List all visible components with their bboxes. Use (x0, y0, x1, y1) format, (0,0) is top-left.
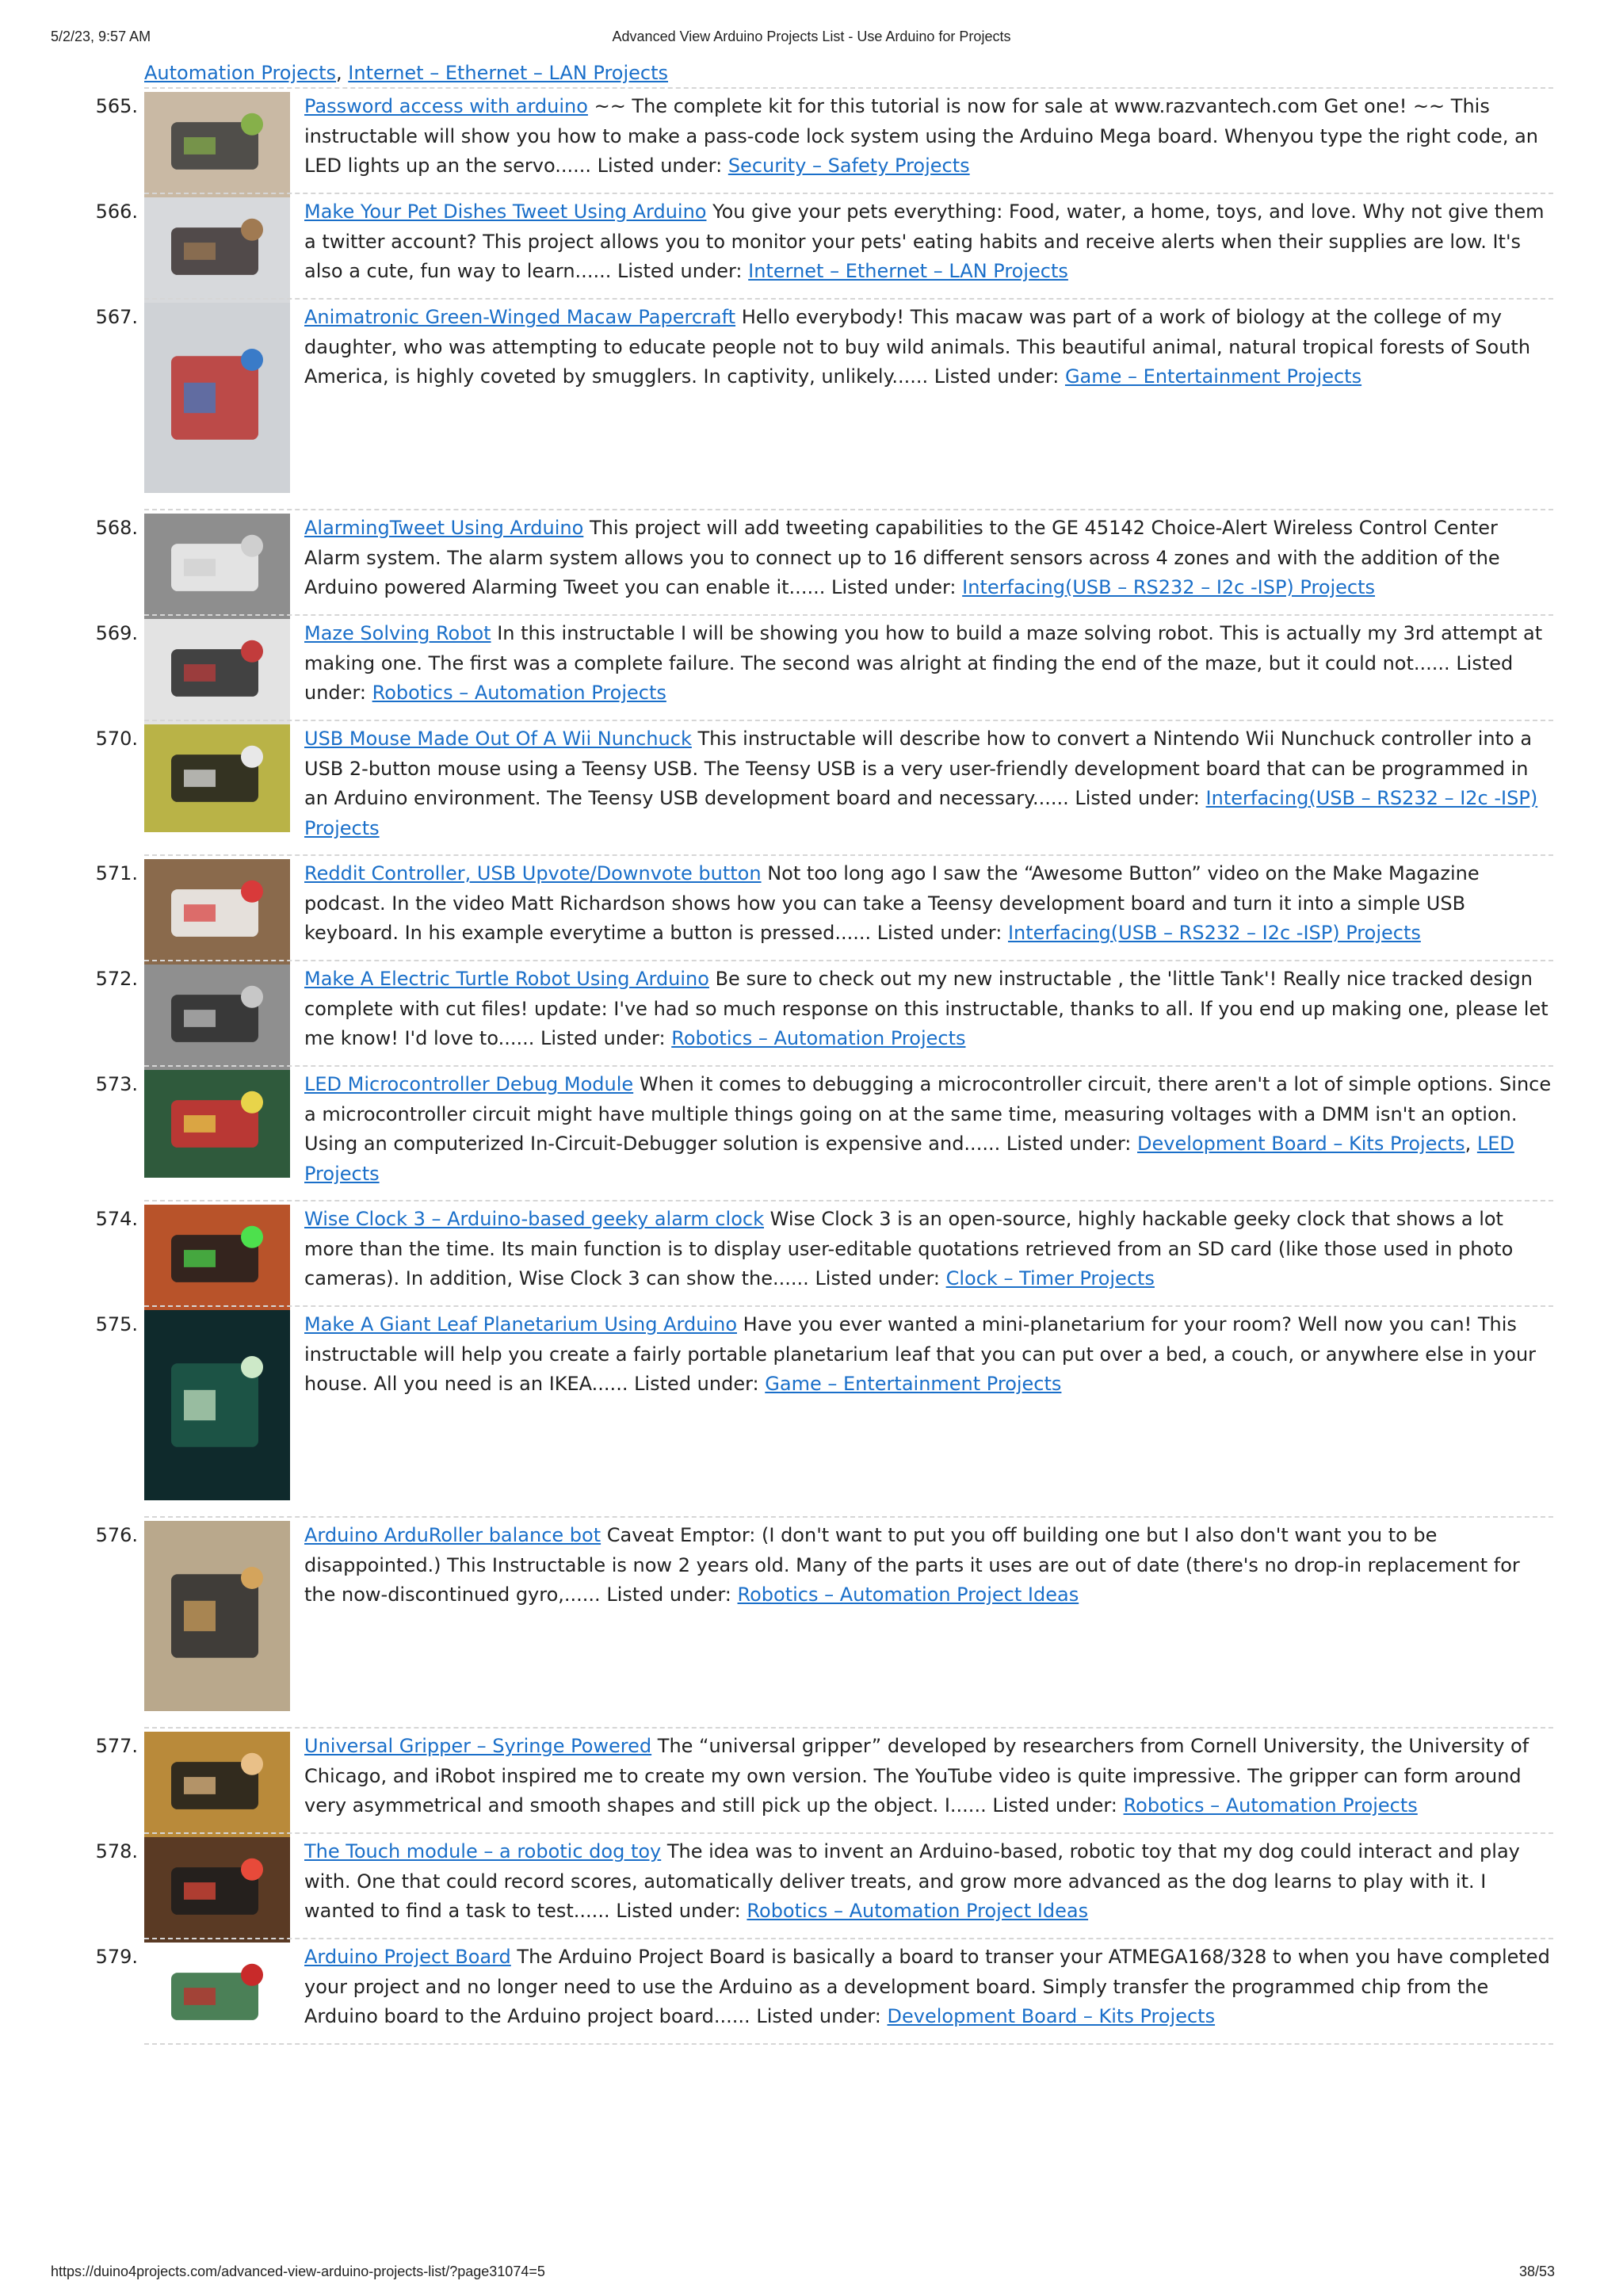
project-thumbnail[interactable] (144, 965, 290, 1072)
item-text (304, 303, 1553, 392)
listed-under-label: Listed under: (876, 922, 1002, 944)
project-title-link[interactable]: Make Your Pet Dishes Tweet Using Arduino (304, 201, 707, 223)
project-title-link[interactable]: AlarmingTweet Using Arduino (304, 517, 584, 539)
category-link[interactable]: Robotics – Automation Project Ideas (737, 1584, 1079, 1606)
category-link[interactable]: Automation Projects (144, 62, 337, 84)
item-number: 565. (95, 95, 138, 117)
project-title-link[interactable]: The Touch module – a robotic dog toy (304, 1840, 662, 1862)
project-thumbnail[interactable] (144, 197, 290, 305)
item-text (304, 965, 1553, 1054)
project-title-link[interactable]: Password access with arduino (304, 95, 588, 117)
project-thumbnail[interactable] (144, 1310, 290, 1500)
item-number: 568. (95, 517, 138, 539)
project-title-link[interactable]: USB Mouse Made Out Of A Wii Nunchuck (304, 728, 692, 750)
project-description: ~~ The complete kit for this tutorial is now for sale at www.razvantech.com Get one! ~~ This instructable will show you how to make a pass-code lock system using the Arduino Mega board. Whenyou type the right code, an LED lights up an the servo...... (304, 95, 1538, 177)
project-title-link[interactable]: Arduino ArduRoller balance bot (304, 1524, 601, 1546)
thumbnail-image (144, 92, 290, 200)
project-title-link[interactable]: Reddit Controller, USB Upvote/Downvote button (304, 862, 762, 884)
project-description: The “universal gripper” developed by researchers from Cornell University, the University of Chicago, and iRobot inspired me to create my own version. The YouTube video is quite impressive. The gripper can form around very asymmetrical and smooth shapes and still pick up the object. I...... (304, 1735, 1529, 1817)
item-number: 579. (95, 1946, 138, 1968)
thumbnail-image (144, 724, 290, 832)
listed-under-label: Listed under: (540, 1027, 666, 1049)
thumbnail-image (144, 514, 290, 621)
project-description: Wise Clock 3 is an open-source, highly hackable geeky clock that shows a lot more than the time. Its main function is to display user-editable quotations retrieved from an SD card (like those used in photo cameras). In addition, Wise Clock 3 can show the...... (304, 1208, 1514, 1289)
print-page-number: 38/53 (1518, 2264, 1555, 2279)
category-link[interactable]: Development Board – Kits Projects (887, 2005, 1216, 2027)
item-text (304, 1205, 1553, 1294)
category-link[interactable]: Robotics – Automation Projects (671, 1027, 966, 1049)
print-footer (0, 2264, 1623, 2283)
previous-item-categories: Automation Projects, Internet – Ethernet – LAN Projects (144, 62, 669, 84)
listed-under-label: Listed under: (831, 576, 957, 598)
project-title-link[interactable]: Animatronic Green-Winged Macaw Papercraft (304, 306, 736, 328)
thumbnail-image (144, 1521, 290, 1711)
project-thumbnail[interactable] (144, 1837, 290, 1945)
item-number: 571. (95, 862, 138, 884)
item-text (304, 724, 1553, 843)
thumbnail-image (144, 1732, 290, 1839)
list-end-divider (144, 2043, 1553, 2045)
project-description: The Arduino Project Board is basically a board to transer your ATMEGA168/328 to when you have completed your project and no longer need to use the Arduino as a development board. Simply transfer the programmed chip from the Arduino board to the Arduino project board...... (304, 1946, 1550, 2027)
project-thumbnail[interactable] (144, 1943, 290, 2050)
thumbnail-image (144, 965, 290, 1072)
listed-under-label: Listed under: (934, 365, 1060, 388)
project-description: This instructable will describe how to convert a Nintendo Wii Nunchuck controller into a USB 2-button mouse using a Teensy USB. The Teensy USB is a very user-friendly development board that can be programmed in an Arduino environment. The Teensy USB development board and necessary...... (304, 728, 1533, 809)
project-description: This project will add tweeting capabilities to the GE 45142 Choice-Alert Wireless Control Center Alarm system. The alarm system allows you to connect up to 16 different sensors across 4 zones and with the addition of the Arduino powered Alarming Tweet you can enable it...... (304, 517, 1500, 598)
project-thumbnail[interactable] (144, 1070, 290, 1178)
list-item (95, 854, 1553, 960)
listed-under-label: Listed under: (617, 260, 743, 282)
category-link[interactable]: Development Board – Kits Projects (1137, 1133, 1465, 1155)
project-thumbnail[interactable] (144, 514, 290, 621)
project-title-link[interactable]: Maze Solving Robot (304, 622, 491, 644)
project-description: When it comes to debugging a microcontroller circuit, there aren't a lot of simple options. Since a microcontroller circuit might have multiple things going on at the same time, measuring voltages with a DMM isn't an option. Using an computerized In-Circuit-Debugger solution is expensive and...... (304, 1073, 1552, 1155)
item-number: 576. (95, 1524, 138, 1546)
thumbnail-image (144, 1070, 290, 1178)
item-number: 567. (95, 306, 138, 328)
listed-under-label: Listed under: (1006, 1133, 1132, 1155)
item-number: 574. (95, 1208, 138, 1230)
list-item (95, 614, 1553, 720)
print-datetime: 5/2/23, 9:57 AM (51, 29, 151, 44)
category-link[interactable]: Internet – Ethernet – LAN Projects (348, 62, 669, 84)
list-item (95, 1938, 1553, 2043)
item-text (304, 92, 1553, 181)
category-link[interactable]: Game – Entertainment Projects (765, 1373, 1062, 1395)
list-item (95, 1727, 1553, 1832)
category-link[interactable]: Security – Safety Projects (727, 155, 970, 177)
listed-under-label: Listed under: (992, 1794, 1117, 1817)
project-thumbnail[interactable] (144, 1521, 290, 1711)
project-description: Caveat Emptor: (I don't want to put you off building one but I also don't want you to be disappointed.) This Instructable is now 2 years old. Many of the parts it uses are out of date (there's no drop-in replacement for the now-discontinued gyro,...... (304, 1524, 1520, 1606)
project-description: Hello everybody! This macaw was part of a work of biology at the college of my daughter, who was attempting to educate people not to buy wild animals. This beautiful animal, natural tropical forests of South America, is highly coveted by smugglers. In captivity, unlikely...... (304, 306, 1531, 388)
list-item (95, 720, 1553, 854)
project-title-link[interactable]: Wise Clock 3 – Arduino-based geeky alarm clock (304, 1208, 764, 1230)
project-title-link[interactable]: Make A Giant Leaf Planetarium Using Arduino (304, 1313, 737, 1335)
category-link[interactable]: Interfacing(USB – RS232 – I2c -ISP) Projects (304, 787, 1538, 839)
project-description: Have you ever wanted a mini-planetarium for your room? Well now you can! This instructable will help you create a fairly portable planetarium leaf that you can put over a bed, a couch, or anywhere else in your house. All you need is an IKEA...... (304, 1313, 1537, 1395)
category-link[interactable]: Interfacing(USB – RS232 – I2c -ISP) Projects (962, 576, 1376, 598)
project-thumbnail[interactable] (144, 859, 290, 967)
listed-under-label: Listed under: (1075, 787, 1200, 809)
project-title-link[interactable]: Arduino Project Board (304, 1946, 511, 1968)
project-description: Not too long ago I saw the “Awesome Button” video on the Make Magazine podcast. In the video Matt Richardson shows how you can take a Teensy development board and turn it into a simple USB keyboard. In his example everytime a button is pressed...... (304, 862, 1480, 944)
list-item (95, 1065, 1553, 1200)
category-link[interactable]: Robotics – Automation Projects (372, 682, 666, 704)
item-text (304, 1837, 1553, 1927)
project-description: The idea was to invent an Arduino-based, robotic toy that my dog could interact and play with. One that could record scores, automatically deliver treats, and grow more advanced as the dog learns to play with it. I wanted to find a task to test...... (304, 1840, 1520, 1922)
category-link[interactable]: LED Projects (304, 1133, 1514, 1185)
project-title-link[interactable]: Make A Electric Turtle Robot Using Arduino (304, 968, 709, 990)
item-number: 575. (95, 1313, 138, 1335)
thumbnail-image (144, 1205, 290, 1312)
list-item (95, 960, 1553, 1065)
item-number: 566. (95, 201, 138, 223)
item-number: 569. (95, 622, 138, 644)
print-url: https://duino4projects.com/advanced-view-arduino-projects-list/?page31074=5 (51, 2264, 545, 2279)
list-item (95, 298, 1553, 509)
item-text (304, 859, 1553, 949)
project-thumbnail[interactable] (144, 1732, 290, 1839)
print-header (0, 29, 1623, 48)
item-number: 578. (95, 1840, 138, 1862)
category-link[interactable]: Robotics – Automation Projects (1123, 1794, 1418, 1817)
category-link[interactable]: Interfacing(USB – RS232 – I2c -ISP) Projects (1007, 922, 1421, 944)
project-thumbnail[interactable] (144, 92, 290, 200)
thumbnail-image (144, 197, 290, 305)
project-thumbnail[interactable] (144, 724, 290, 832)
item-text (304, 1943, 1553, 2032)
listed-under-label: Listed under: (616, 1900, 741, 1922)
item-text (304, 1732, 1553, 1821)
item-text (304, 1521, 1553, 1610)
category-link[interactable]: Game – Entertainment Projects (1064, 365, 1362, 388)
projects-list (95, 59, 1553, 2045)
list-item (95, 1305, 1553, 1516)
listed-under-label: Listed under: (756, 2005, 881, 2027)
project-description: Be sure to check out my new instructable , the 'little Tank'! Really nice tracked design complete with cut files! update: I've had so much response on this instructable, thanks to all. If you end up making one, please let me know! I'd love to...... (304, 968, 1549, 1049)
project-thumbnail[interactable] (144, 1205, 290, 1312)
item-number: 577. (95, 1735, 138, 1757)
project-description: In this instructable I will be showing you how to build a maze solving robot. This is actually my 3rd attempt at making one. The first was a complete failure. The second was alright at finding the end of the maze, but it could not...... (304, 622, 1543, 674)
item-number: 573. (95, 1073, 138, 1095)
listed-under-label: Listed under: (597, 155, 723, 177)
project-thumbnail[interactable] (144, 303, 290, 493)
item-text (304, 197, 1553, 287)
thumbnail-image (144, 859, 290, 967)
item-number: 570. (95, 728, 138, 750)
item-text (304, 514, 1553, 603)
category-link[interactable]: Internet – Ethernet – LAN Projects (748, 260, 1068, 282)
project-items (95, 87, 1553, 2043)
item-text (304, 1310, 1553, 1400)
listed-under-label: Listed under: (815, 1267, 940, 1289)
print-page-title: Advanced View Arduino Projects List - Use Arduino for Projects (612, 29, 1011, 44)
list-item (95, 1832, 1553, 1938)
item-text (304, 619, 1553, 709)
list-item (95, 1200, 1553, 1305)
project-thumbnail[interactable] (144, 619, 290, 727)
thumbnail-image (144, 619, 290, 727)
category-link[interactable]: Robotics – Automation Project Ideas (747, 1900, 1089, 1922)
listed-under-label: Listed under: (304, 651, 1514, 704)
project-title-link[interactable]: Universal Gripper – Syringe Powered (304, 1735, 652, 1757)
thumbnail-image (144, 1310, 290, 1500)
project-description: You give your pets everything: Food, water, a home, toys, and love. Why not give them a twitter account? This project allows you to monitor your pets' eating habits and receive alerts when their supplies are low. It's also a cute, fun way to learn...... (304, 201, 1545, 282)
item-number: 572. (95, 968, 138, 990)
thumbnail-image (144, 303, 290, 493)
project-title-link[interactable]: LED Microcontroller Debug Module (304, 1073, 634, 1095)
item-text: LED Microcontroller Debug Module When it comes to debugging a microcontroller circuit, there aren't a lot of simple options. Since a microcontroller circuit might have multiple things going on at the same time, measuring voltages with a DMM isn't an option. Using an computerized In-Circuit-Debugger solution is expensive and...... Listed under: Development Board – Kits Projects, LED Projects (304, 1073, 1552, 1185)
thumbnail-image (144, 1943, 290, 2050)
thumbnail-image (144, 1837, 290, 1945)
list-item (95, 1516, 1553, 1727)
category-link[interactable]: Clock – Timer Projects (945, 1267, 1155, 1289)
list-item (95, 193, 1553, 298)
list-item (95, 509, 1553, 614)
listed-under-label: Listed under: (634, 1373, 759, 1395)
listed-under-label: Listed under: (606, 1584, 731, 1606)
list-item (95, 87, 1553, 193)
